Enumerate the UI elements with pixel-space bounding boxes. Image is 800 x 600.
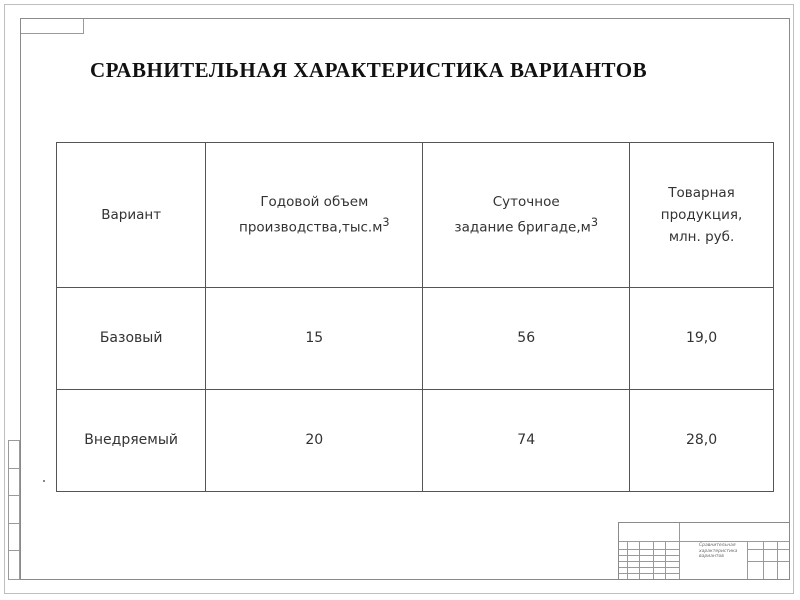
page-title: СРАВНИТЕЛЬНАЯ ХАРАКТЕРИСТИКА ВАРИАНТОВ xyxy=(90,58,648,82)
cell-commodity-output: 19,0 xyxy=(630,288,774,390)
header-daily-task: Суточное задание $бригаде,м^3$ xyxy=(423,143,630,288)
cell-annual-volume: 20 xyxy=(206,390,423,492)
table-row xyxy=(57,390,774,492)
stamp-document-title: Сравнительная характеристика вариантов xyxy=(699,543,738,559)
header-commodity-output: Товарная продукция, млн. руб. xyxy=(630,143,774,288)
title-block-stamp xyxy=(618,522,790,580)
table-row xyxy=(57,288,774,390)
side-binding-strip xyxy=(8,440,20,580)
cell-commodity-output: 28,0 xyxy=(630,390,774,492)
table-header-row xyxy=(57,143,774,288)
cell-variant: Базовый xyxy=(57,288,206,390)
comparison-table xyxy=(56,142,774,492)
top-left-stamp-box xyxy=(21,19,84,34)
header-variant: Вариант xyxy=(57,143,206,288)
cell-daily-task: 56 xyxy=(423,288,630,390)
stray-dot xyxy=(43,480,45,482)
cell-daily-task: 74 xyxy=(423,390,630,492)
header-annual-volume: Годовой объем $производства,тыс.м^3$ xyxy=(206,143,423,288)
cell-annual-volume: 15 xyxy=(206,288,423,390)
cell-variant: Внедряемый xyxy=(57,390,206,492)
